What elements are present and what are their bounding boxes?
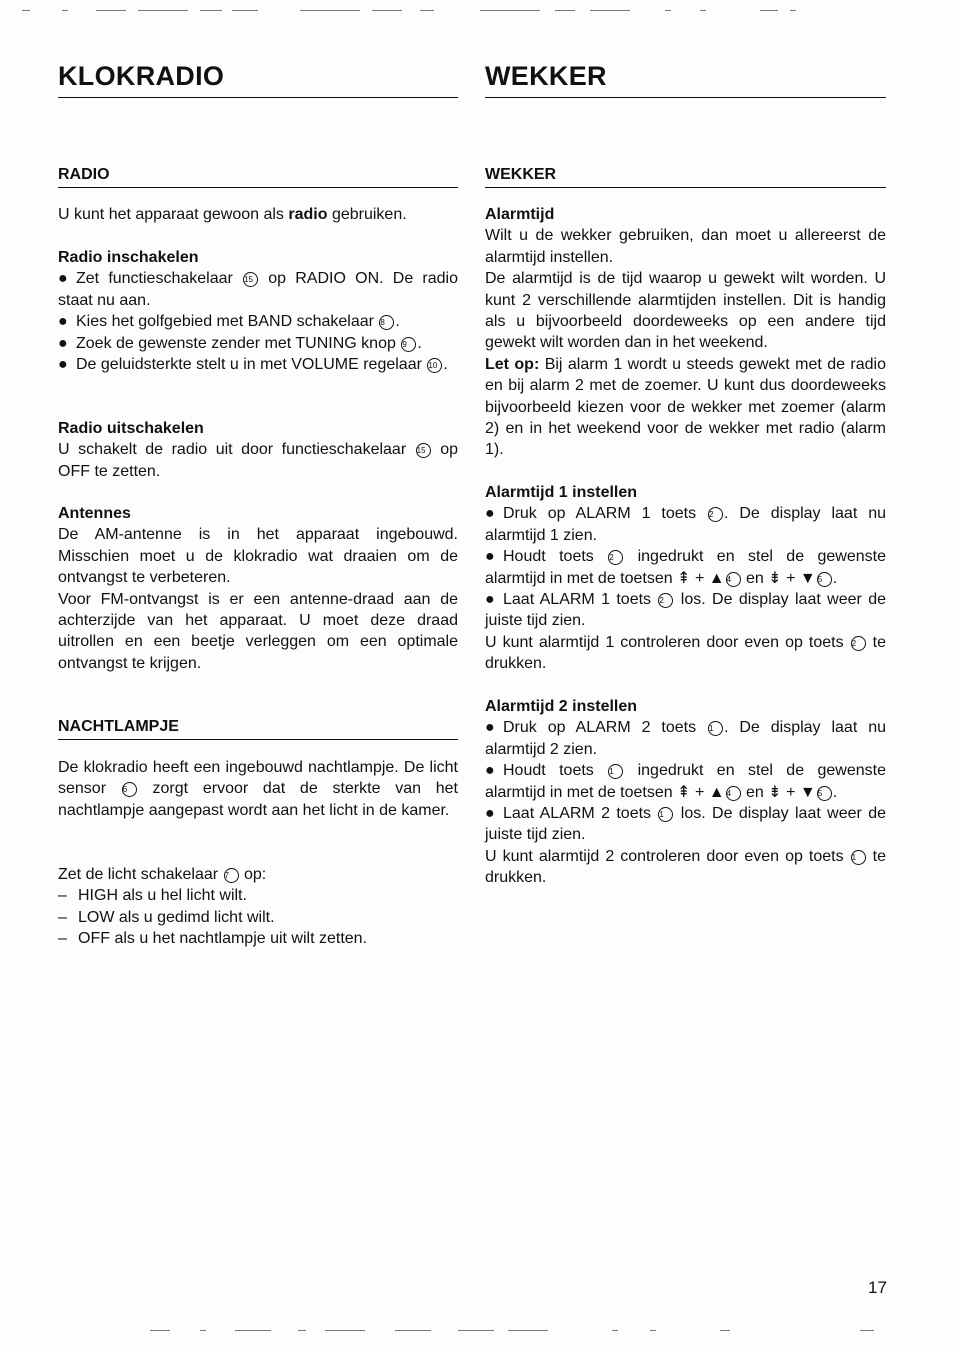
subheading-alarmtijd-2: Alarmtijd 2 instellen	[485, 698, 638, 715]
ref-number-icon: 7	[224, 868, 239, 883]
ref-number-icon: 15	[243, 272, 258, 287]
bullet-icon: ●	[485, 505, 495, 523]
page-title-klokradio: KLOKRADIO	[58, 57, 458, 98]
list-item	[485, 717, 886, 760]
list-item	[58, 907, 458, 928]
list-text: los. De display laat weer de juiste tijd zien.	[485, 591, 886, 630]
alarmtijd-2-block	[485, 696, 886, 889]
ref-number-icon: 5	[817, 572, 832, 587]
list-text: . De display laat nu alarmtijd 2 zien.	[485, 719, 886, 758]
bullet-icon: ●	[58, 356, 68, 374]
radio-on-block	[58, 247, 458, 375]
section-heading-wekker: WEKKER	[485, 165, 886, 188]
list-item	[485, 546, 886, 589]
bullet-icon: ●	[58, 313, 68, 331]
dash-icon: –	[58, 887, 67, 905]
paragraph-text: op OFF te zetten.	[58, 441, 458, 480]
paragraph: De alarmtijd is de tijd waarop u gewekt wilt worden. U kunt 2 verschillende alarmtijden instellen. Dit is handig als u bijvoorbeeld doordeweeks op een andere tijd gewekt wilt worden dan in het weekend.	[485, 270, 886, 352]
list-text: + ▼	[781, 569, 816, 587]
list-text: Druk op ALARM 1 toets	[503, 505, 708, 523]
list-text: Houdt toets	[503, 762, 608, 780]
list-text: + ▲	[690, 783, 725, 801]
list-item	[485, 760, 886, 803]
bullet-icon: ●	[58, 270, 68, 288]
subheading-radio-on: Radio inschakelen	[58, 249, 199, 266]
ref-number-icon: 9	[401, 337, 416, 352]
list-text: Druk op ALARM 2 toets	[503, 719, 708, 737]
ref-number-icon: 2	[708, 507, 723, 522]
subheading-alarmtijd-1: Alarmtijd 1 instellen	[485, 484, 638, 501]
ref-number-icon: 8	[379, 315, 394, 330]
dash-icon: –	[58, 930, 67, 948]
ref-number-icon: 6	[122, 782, 137, 797]
page-title-wekker: WEKKER	[485, 57, 886, 98]
nachtlampje-options	[58, 864, 458, 950]
list-text: Zet functieschakelaar	[76, 270, 243, 288]
bullet-icon: ●	[485, 548, 495, 566]
radio-intro-text-end: gebruiken.	[327, 206, 407, 223]
list-item	[485, 503, 886, 546]
list-text: .	[443, 356, 448, 374]
list-text: .	[417, 334, 422, 352]
ref-number-icon: 1	[608, 764, 623, 779]
list-text: ingedrukt en stel de gewenste alarmtijd in met de toetsen	[485, 548, 886, 587]
paragraph-text: op:	[239, 866, 267, 883]
list-item	[58, 333, 458, 354]
hours-up-icon: ⇞	[677, 783, 691, 801]
ref-number-icon: 2	[658, 593, 673, 608]
list-item	[58, 268, 458, 311]
subheading-antennes: Antennes	[58, 505, 131, 522]
ref-number-icon: 10	[427, 358, 442, 373]
paragraph-text: De klokradio heeft een ingebouwd nachtlampje. De licht sensor	[58, 759, 458, 798]
scan-noise-top	[0, 10, 954, 16]
section-heading-nachtlampje: NACHTLAMPJE	[58, 717, 458, 740]
ref-number-icon: 2	[608, 550, 623, 565]
subheading-alarmtijd: Alarmtijd	[485, 206, 555, 223]
bullet-icon: ●	[485, 591, 495, 609]
note-label: Let op:	[485, 355, 540, 373]
list-text: HIGH als u hel licht wilt.	[78, 887, 247, 905]
radio-off-block	[58, 418, 458, 482]
list-text: ingedrukt en stel de gewenste alarmtijd in met de toetsen	[485, 762, 886, 801]
bullet-icon: ●	[485, 805, 495, 823]
bullet-icon: ●	[58, 334, 68, 352]
ref-number-icon: 1	[658, 807, 673, 822]
list-text: Kies het golfgebied met BAND schakelaar	[76, 313, 379, 331]
ref-number-icon: 4	[726, 786, 741, 801]
alarmtijd-1-block	[485, 482, 886, 675]
ref-number-icon: 1	[851, 850, 866, 865]
ref-number-icon: 2	[851, 636, 866, 651]
hours-down-icon: ⇟	[768, 783, 782, 801]
paragraph-text: Bij alarm 1 wordt u steeds gewekt met de radio en bij alarm 2 met de zoemer. U kunt dus doordeweeks bijvoorbeeld kiezen voor de wekker met zoemer (alarm 2) en in het weekend voor de wekker met radio (alarm 1).	[485, 355, 887, 459]
list-text: los. De display laat weer de juiste tijd zien.	[485, 805, 886, 844]
list-text: De geluidsterkte stelt u in met VOLUME regelaar	[76, 356, 427, 374]
radio-intro-text: U kunt het apparaat gewoon als	[58, 206, 289, 223]
hours-down-icon: ⇟	[768, 569, 782, 587]
paragraph-text: U kunt alarmtijd 2 controleren door even op toets	[485, 847, 850, 865]
subheading-radio-off: Radio uitschakelen	[58, 420, 204, 437]
list-text: OFF als u het nachtlampje uit wilt zetten.	[78, 930, 368, 948]
list-text: + ▲	[690, 569, 725, 587]
radio-intro	[58, 204, 458, 225]
paragraph-text: te drukken.	[485, 847, 886, 887]
list-text: Houdt toets	[503, 548, 608, 566]
paragraph-text: U schakelt de radio uit door functieschakelaar	[58, 441, 415, 459]
ref-number-icon: 15	[416, 443, 431, 458]
alarmtijd-block	[485, 204, 886, 461]
page-number: 17	[868, 1278, 887, 1297]
scan-noise-bottom	[0, 1330, 954, 1336]
bullet-icon: ●	[485, 719, 495, 737]
list-text: Laat ALARM 1 toets	[503, 591, 658, 609]
list-text: .	[832, 783, 838, 801]
section-heading-radio: RADIO	[58, 165, 458, 188]
list-text: en	[741, 783, 769, 801]
nachtlampje-block	[58, 757, 458, 821]
paragraph: Wilt u de wekker gebruiken, dan moet u allereerst de alarmtijd instellen.	[485, 227, 886, 266]
list-text: .	[832, 569, 838, 587]
list-text: .	[395, 313, 400, 331]
radio-intro-bold: radio	[288, 206, 328, 223]
ref-number-icon: 1	[708, 721, 723, 736]
list-text: . De display laat nu alarmtijd 1 zien.	[485, 505, 886, 544]
dash-icon: –	[58, 908, 67, 926]
antennes-block	[58, 503, 458, 674]
bullet-icon: ●	[485, 762, 495, 780]
hours-up-icon: ⇞	[677, 569, 691, 587]
list-text: op RADIO ON. De radio staat nu aan.	[58, 270, 459, 309]
paragraph-text: zorgt ervoor dat de sterkte van het nachtlampje aangepast wordt aan het licht in de kamer.	[58, 780, 459, 819]
list-item	[485, 803, 886, 846]
paragraph: De AM-antenne is in het apparaat ingebouwd. Misschien moet u de klokradio wat draaien om de ontvangst te verbeteren.	[58, 526, 458, 587]
list-item	[485, 589, 886, 632]
list-item	[58, 885, 458, 906]
paragraph-text: Zet de licht schakelaar	[58, 866, 223, 883]
list-text: Zoek de gewenste zender met TUNING knop	[76, 334, 401, 352]
list-text: en	[741, 569, 769, 587]
paragraph-text: te drukken.	[485, 633, 886, 673]
paragraph: Voor FM-ontvangst is er een antenne-draad aan de achterzijde van het apparaat. U moet deze draad uitrollen en een beetje verleggen om een optimale ontvangst te krijgen.	[58, 590, 458, 672]
list-item	[58, 354, 458, 375]
list-text: Laat ALARM 2 toets	[503, 805, 658, 823]
paragraph-text: U kunt alarmtijd 1 controleren door even op toets	[485, 633, 850, 651]
ref-number-icon: 5	[817, 786, 832, 801]
ref-number-icon: 4	[726, 572, 741, 587]
list-item	[58, 928, 458, 949]
list-text: LOW als u gedimd licht wilt.	[78, 908, 275, 926]
list-item	[58, 311, 458, 332]
list-text: + ▼	[781, 783, 816, 801]
